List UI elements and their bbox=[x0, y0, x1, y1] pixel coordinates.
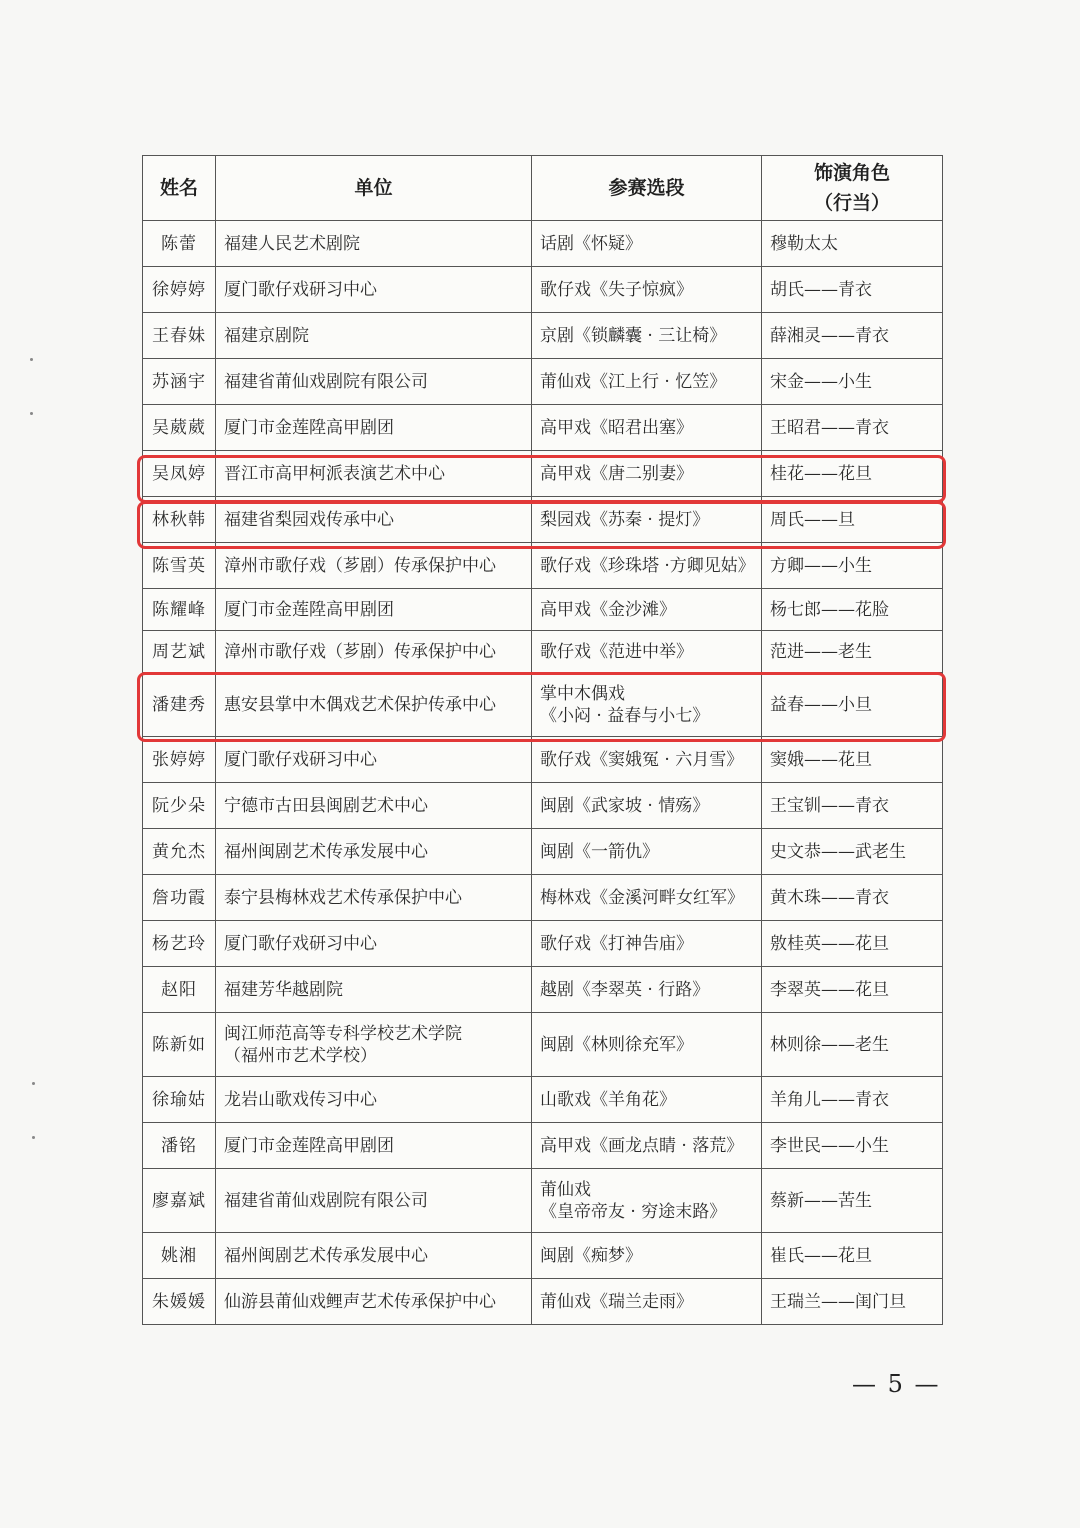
cell-unit: 福州闽剧艺术传承发展中心 bbox=[216, 829, 532, 875]
cell-unit: 福建省莆仙戏剧院有限公司 bbox=[216, 1169, 532, 1233]
cell-name: 苏涵宇 bbox=[143, 359, 216, 405]
cell-role: 李翠英——花旦 bbox=[762, 967, 943, 1013]
scan-speck bbox=[32, 1136, 35, 1139]
cell-unit: 晋江市高甲柯派表演艺术中心 bbox=[216, 451, 532, 497]
table-row bbox=[143, 829, 943, 875]
header-role-line2: （行当） bbox=[813, 192, 890, 214]
header-name: 姓名 bbox=[143, 156, 216, 221]
cell-name: 吴葳葳 bbox=[143, 405, 216, 451]
cell-unit-line2: （福州市艺术学校） bbox=[224, 1045, 377, 1066]
cell-role: 敫桂英——花旦 bbox=[762, 921, 943, 967]
cell-name: 朱媛媛 bbox=[143, 1279, 216, 1325]
cell-unit: 厦门歌仔戏研习中心 bbox=[216, 921, 532, 967]
cell-role: 方卿——小生 bbox=[762, 543, 943, 589]
cell-role: 黄木珠——青衣 bbox=[762, 875, 943, 921]
cell-piece: 高甲戏《昭君出塞》 bbox=[532, 405, 762, 451]
table-row bbox=[143, 497, 943, 543]
cell-name: 黄允杰 bbox=[143, 829, 216, 875]
cell-piece-line1: 掌中木偶戏 bbox=[540, 683, 625, 704]
cell-name: 王春妹 bbox=[143, 313, 216, 359]
cell-piece-line2: 《皇帝帝友 · 穷途末路》 bbox=[540, 1201, 727, 1222]
cell-role: 周氏——旦 bbox=[762, 497, 943, 543]
cell-piece-line2: 《小闷 · 益春与小七》 bbox=[540, 705, 710, 726]
cell-piece: 京剧《锁麟囊 · 三让椅》 bbox=[532, 313, 762, 359]
cell-role: 林则徐——老生 bbox=[762, 1013, 943, 1077]
table-row bbox=[143, 267, 943, 313]
cell-unit: 龙岩山歌戏传习中心 bbox=[216, 1077, 532, 1123]
cell-role: 史文恭——武老生 bbox=[762, 829, 943, 875]
header-unit: 单位 bbox=[216, 156, 532, 221]
table-row bbox=[143, 875, 943, 921]
table-row bbox=[143, 673, 943, 737]
cell-unit: 漳州市歌仔戏（芗剧）传承保护中心 bbox=[216, 543, 532, 589]
cell-piece: 梨园戏《苏秦 · 提灯》 bbox=[532, 497, 762, 543]
header-role-line1: 饰演角色 bbox=[813, 162, 890, 184]
table-row bbox=[143, 451, 943, 497]
cell-role: 羊角儿——青衣 bbox=[762, 1077, 943, 1123]
cell-piece: 闽剧《武家坡 · 情殇》 bbox=[532, 783, 762, 829]
cell-role: 穆勒太太 bbox=[762, 221, 943, 267]
scan-speck bbox=[30, 412, 33, 415]
table-row bbox=[143, 359, 943, 405]
cell-unit: 仙游县莆仙戏鲤声艺术传承保护中心 bbox=[216, 1279, 532, 1325]
cell-piece: 闽剧《林则徐充军》 bbox=[532, 1013, 762, 1077]
cell-name: 徐瑜姑 bbox=[143, 1077, 216, 1123]
table-row bbox=[143, 967, 943, 1013]
cell-role: 窦娥——花旦 bbox=[762, 737, 943, 783]
cell-name: 姚湘 bbox=[143, 1233, 216, 1279]
table-row bbox=[143, 405, 943, 451]
cell-unit: 福建省梨园戏传承中心 bbox=[216, 497, 532, 543]
cell-name: 张婷婷 bbox=[143, 737, 216, 783]
cell-unit: 宁德市古田县闽剧艺术中心 bbox=[216, 783, 532, 829]
cell-piece: 歌仔戏《打神告庙》 bbox=[532, 921, 762, 967]
cell-name: 廖嘉斌 bbox=[143, 1169, 216, 1233]
cell-piece: 话剧《怀疑》 bbox=[532, 221, 762, 267]
cell-unit bbox=[216, 1013, 532, 1077]
cell-name: 杨艺玲 bbox=[143, 921, 216, 967]
cell-piece: 莆仙戏《江上行 · 忆笠》 bbox=[532, 359, 762, 405]
cell-name: 潘铭 bbox=[143, 1123, 216, 1169]
table-row bbox=[143, 1279, 943, 1325]
cell-role: 蔡新——苦生 bbox=[762, 1169, 943, 1233]
cell-role: 王昭君——青衣 bbox=[762, 405, 943, 451]
cell-role: 益春——小旦 bbox=[762, 673, 943, 737]
cell-name: 周艺斌 bbox=[143, 631, 216, 673]
cell-unit-line1: 闽江师范高等专科学校艺术学院 bbox=[224, 1023, 462, 1044]
header-role bbox=[762, 156, 943, 221]
cell-name: 陈雪英 bbox=[143, 543, 216, 589]
cell-piece: 闽剧《痴梦》 bbox=[532, 1233, 762, 1279]
table-row bbox=[143, 1233, 943, 1279]
header-piece: 参赛选段 bbox=[532, 156, 762, 221]
cell-piece: 越剧《李翠英 · 行路》 bbox=[532, 967, 762, 1013]
table-row bbox=[143, 589, 943, 631]
table-row bbox=[143, 1123, 943, 1169]
cell-name: 陈蕾 bbox=[143, 221, 216, 267]
cell-piece: 山歌戏《羊角花》 bbox=[532, 1077, 762, 1123]
cell-unit: 厦门市金莲陞高甲剧团 bbox=[216, 405, 532, 451]
cell-role: 桂花——花旦 bbox=[762, 451, 943, 497]
cell-name: 徐婷婷 bbox=[143, 267, 216, 313]
cell-unit: 福建京剧院 bbox=[216, 313, 532, 359]
cell-piece: 歌仔戏《范进中举》 bbox=[532, 631, 762, 673]
table-row bbox=[143, 313, 943, 359]
cell-name: 潘建秀 bbox=[143, 673, 216, 737]
roster-table-container bbox=[142, 155, 942, 1325]
table-row bbox=[143, 221, 943, 267]
cell-unit: 厦门歌仔戏研习中心 bbox=[216, 267, 532, 313]
cell-unit: 漳州市歌仔戏（芗剧）传承保护中心 bbox=[216, 631, 532, 673]
table-row bbox=[143, 783, 943, 829]
cell-name: 林秋韩 bbox=[143, 497, 216, 543]
cell-piece: 歌仔戏《珍珠塔 ·方卿见姑》 bbox=[532, 543, 762, 589]
cell-piece: 高甲戏《画龙点睛 · 落荒》 bbox=[532, 1123, 762, 1169]
cell-piece-line1: 莆仙戏 bbox=[540, 1179, 591, 1200]
cell-name: 吴凤婷 bbox=[143, 451, 216, 497]
cell-unit: 福建芳华越剧院 bbox=[216, 967, 532, 1013]
table-header-row bbox=[143, 156, 943, 221]
table-row bbox=[143, 1077, 943, 1123]
cell-role: 杨七郎——花脸 bbox=[762, 589, 943, 631]
table-row bbox=[143, 543, 943, 589]
cell-unit: 福州闽剧艺术传承发展中心 bbox=[216, 1233, 532, 1279]
cell-role: 胡氏——青衣 bbox=[762, 267, 943, 313]
scan-speck bbox=[30, 358, 33, 361]
cell-role: 王瑞兰——闺门旦 bbox=[762, 1279, 943, 1325]
cell-piece bbox=[532, 1169, 762, 1233]
cell-piece: 高甲戏《金沙滩》 bbox=[532, 589, 762, 631]
table-row bbox=[143, 1013, 943, 1077]
cell-unit: 泰宁县梅林戏艺术传承保护中心 bbox=[216, 875, 532, 921]
cell-unit: 惠安县掌中木偶戏艺术保护传承中心 bbox=[216, 673, 532, 737]
cell-role: 薛湘灵——青衣 bbox=[762, 313, 943, 359]
cell-unit: 厦门市金莲陞高甲剧团 bbox=[216, 589, 532, 631]
cell-unit: 福建省莆仙戏剧院有限公司 bbox=[216, 359, 532, 405]
cell-name: 陈新如 bbox=[143, 1013, 216, 1077]
roster-table bbox=[142, 155, 943, 1325]
cell-name: 赵阳 bbox=[143, 967, 216, 1013]
cell-role: 宋金——小生 bbox=[762, 359, 943, 405]
cell-piece: 歌仔戏《失子惊疯》 bbox=[532, 267, 762, 313]
cell-piece: 歌仔戏《窦娥冤 · 六月雪》 bbox=[532, 737, 762, 783]
page-number: — 5 — bbox=[852, 1370, 941, 1398]
cell-name: 詹功霞 bbox=[143, 875, 216, 921]
cell-piece: 高甲戏《唐二别妻》 bbox=[532, 451, 762, 497]
cell-role: 范进——老生 bbox=[762, 631, 943, 673]
table-row bbox=[143, 1169, 943, 1233]
cell-name: 陈耀峰 bbox=[143, 589, 216, 631]
cell-piece: 梅林戏《金溪河畔女红军》 bbox=[532, 875, 762, 921]
cell-role: 李世民——小生 bbox=[762, 1123, 943, 1169]
table-row bbox=[143, 737, 943, 783]
cell-piece bbox=[532, 673, 762, 737]
cell-unit: 厦门歌仔戏研习中心 bbox=[216, 737, 532, 783]
cell-unit: 厦门市金莲陞高甲剧团 bbox=[216, 1123, 532, 1169]
scan-speck bbox=[32, 1082, 35, 1085]
cell-role: 崔氏——花旦 bbox=[762, 1233, 943, 1279]
table-row bbox=[143, 631, 943, 673]
cell-role: 王宝钏——青衣 bbox=[762, 783, 943, 829]
cell-name: 阮少朵 bbox=[143, 783, 216, 829]
cell-piece: 闽剧《一箭仇》 bbox=[532, 829, 762, 875]
cell-piece: 莆仙戏《瑞兰走雨》 bbox=[532, 1279, 762, 1325]
table-row bbox=[143, 921, 943, 967]
cell-unit: 福建人民艺术剧院 bbox=[216, 221, 532, 267]
